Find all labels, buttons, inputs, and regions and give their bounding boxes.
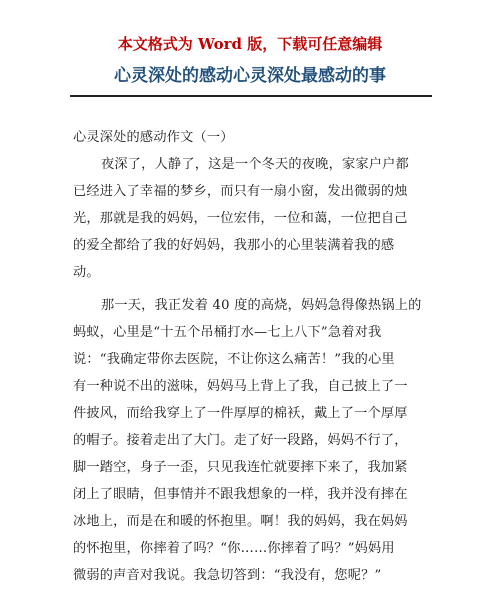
paragraph-2 bbox=[73, 292, 431, 589]
paragraph-line: 那一天，我正发着 40 度的高烧，妈妈急得像热锅上的 bbox=[101, 298, 422, 313]
paragraph-line: 说：“我确定带你去医院，不让你这么痛苦！”我的心里 bbox=[73, 352, 395, 367]
paragraph-line: 光，那就是我的妈妈，一位宏伟，一位和蔼，一位把自己 bbox=[73, 211, 408, 226]
paragraph-line: 动。 bbox=[73, 265, 100, 280]
paragraph-line: 冰地上，而是在和暖的怀抱里。啊！我的妈妈，我在妈妈 bbox=[73, 514, 408, 529]
paragraph-line: 的帽子。接着走出了大门。走了好一段路，妈妈不行了， bbox=[73, 433, 408, 448]
paragraph-1 bbox=[73, 151, 431, 286]
paragraph-line: 件披风，而给我穿上了一件厚厚的棉袄，戴上了一个厚厚 bbox=[73, 406, 408, 421]
paragraph-line: 夜深了，人静了，这是一个冬天的夜晚，家家户户都 bbox=[101, 157, 409, 172]
paragraph-line: 的爱全都给了我的好妈妈，我那小的心里装满着我的感 bbox=[73, 238, 395, 253]
section-heading: 心灵深处的感动作文（一） bbox=[73, 130, 234, 145]
paragraph-line: 闭上了眼睛，但事情并不跟我想象的一样，我并没有摔在 bbox=[73, 487, 408, 502]
document-body bbox=[73, 124, 431, 589]
paragraph-line: 的怀抱里，你摔着了吗？“你……你摔着了吗？”妈妈用 bbox=[73, 541, 395, 556]
format-banner: 本文格式为 Word 版，下载可任意编辑 bbox=[117, 35, 383, 53]
title-divider bbox=[70, 95, 432, 97]
paragraph-line: 蚂蚁，心里是“十五个吊桶打水—七上八下”急着对我 bbox=[73, 325, 382, 340]
paragraph-line: 微弱的声音对我说。我急切答到：“我没有，您呢？” bbox=[73, 568, 382, 583]
paragraph-line: 已经进入了幸福的梦乡，而只有一扇小窗，发出微弱的烛 bbox=[73, 184, 408, 199]
paragraph-line: 有一种说不出的滋味，妈妈马上背上了我，自己披上了一 bbox=[73, 379, 408, 394]
paragraph-line: 脚一踏空，身子一歪，只见我连忙就要摔下来了，我加紧 bbox=[73, 460, 408, 475]
document-title: 心灵深处的感动心灵深处最感动的事 bbox=[114, 66, 386, 86]
